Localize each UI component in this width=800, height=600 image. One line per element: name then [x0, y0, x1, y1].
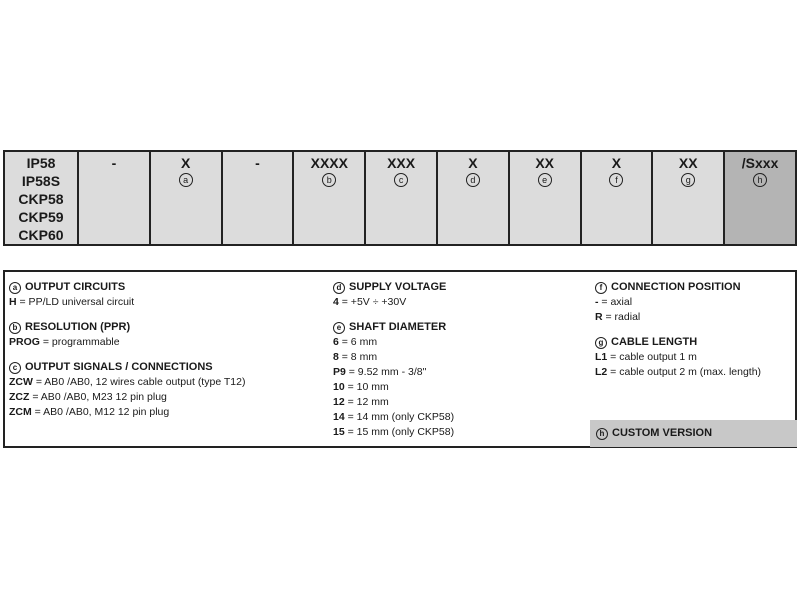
legend-column-3	[595, 280, 795, 390]
output-circuits-section	[9, 280, 329, 310]
code-value: /Sxxx	[741, 155, 779, 171]
code-field-f	[580, 152, 652, 244]
code-value: XXXX	[310, 155, 348, 171]
circled-letter-c: c	[9, 362, 21, 374]
model-name: CKP60	[18, 227, 64, 243]
option-line: H = PP/LD universal circuit	[9, 296, 135, 308]
circled-letter-f: f	[609, 173, 623, 187]
legend-column-2	[333, 280, 588, 450]
code-value: X	[181, 155, 191, 171]
option-line: 15 = 15 mm (only CKP58)	[333, 426, 455, 438]
code-value: -	[111, 155, 117, 171]
option-line: R = radial	[595, 311, 641, 323]
code-value: -	[255, 155, 260, 171]
option-line: ZCM = AB0 /AB0, M12 12 pin plug	[9, 406, 170, 418]
shaft-diameter-section	[333, 320, 588, 440]
connection-position-section	[595, 280, 795, 325]
code-value: X	[468, 155, 478, 171]
model-name: CKP58	[18, 191, 64, 207]
circled-letter-a: a	[9, 282, 21, 294]
cable-length-section	[595, 335, 795, 380]
circled-letter-b: b	[322, 173, 336, 187]
section-title: SUPPLY VOLTAGE	[349, 281, 447, 293]
legend-column-1	[9, 280, 329, 430]
custom-version-section	[590, 420, 797, 447]
option-line: - = axial	[595, 296, 633, 308]
option-line: ZCZ = AB0 /AB0, M23 12 pin plug	[9, 391, 167, 403]
code-field-g	[651, 152, 723, 244]
output-signals-section	[9, 360, 329, 420]
circled-letter-d: d	[333, 282, 345, 294]
model-name: IP58	[26, 155, 56, 171]
code-value: XX	[678, 155, 698, 171]
code-field-c	[364, 152, 436, 244]
section-title: RESOLUTION (PPR)	[25, 321, 131, 333]
supply-voltage-section	[333, 280, 588, 310]
option-line: P9 = 9.52 mm - 3/8"	[333, 366, 427, 378]
option-line: PROG = programmable	[9, 336, 120, 348]
section-title: CUSTOM VERSION	[612, 427, 713, 439]
ordering-code-table	[3, 150, 797, 246]
model-name: CKP59	[18, 209, 64, 225]
circled-letter-b: b	[9, 322, 21, 334]
option-line: 6 = 6 mm	[333, 336, 378, 348]
option-line: ZCW = AB0 /AB0, 12 wires cable output (type T12)	[9, 376, 246, 388]
circled-letter-e: e	[333, 322, 345, 334]
option-line: 4 = +5V ÷ +30V	[333, 296, 407, 308]
section-title: OUTPUT SIGNALS / CONNECTIONS	[25, 361, 213, 373]
circled-letter-a: a	[179, 173, 193, 187]
circled-letter-g: g	[681, 173, 695, 187]
resolution-section	[9, 320, 329, 350]
section-title: SHAFT DIAMETER	[349, 321, 447, 333]
code-field-separator	[77, 152, 149, 244]
code-field-a	[149, 152, 221, 244]
option-line: 8 = 8 mm	[333, 351, 378, 363]
option-line: L1 = cable output 1 m	[595, 351, 697, 363]
code-field-e	[508, 152, 580, 244]
circled-letter-f: f	[595, 282, 607, 294]
code-field-b	[292, 152, 364, 244]
circled-letter-h: h	[596, 428, 608, 440]
circled-letter-g: g	[595, 337, 607, 349]
code-field-separator	[221, 152, 293, 244]
code-field-h	[723, 152, 795, 244]
model-name: IP58S	[21, 173, 61, 189]
section-title: CABLE LENGTH	[611, 336, 698, 348]
option-line: L2 = cable output 2 m (max. length)	[595, 366, 762, 378]
option-line: 10 = 10 mm	[333, 381, 389, 393]
section-title: CONNECTION POSITION	[611, 281, 741, 293]
code-value: XXX	[387, 155, 416, 171]
model-list	[5, 152, 77, 244]
code-value: XX	[535, 155, 555, 171]
section-title: OUTPUT CIRCUITS	[25, 281, 126, 293]
code-field-d	[436, 152, 508, 244]
circled-letter-c: c	[394, 173, 408, 187]
option-line: 14 = 14 mm (only CKP58)	[333, 411, 455, 423]
code-legend	[3, 270, 797, 448]
circled-letter-e: e	[538, 173, 552, 187]
circled-letter-d: d	[466, 173, 480, 187]
option-line: 12 = 12 mm	[333, 396, 389, 408]
code-value: X	[611, 155, 622, 171]
circled-letter-h: h	[753, 173, 767, 187]
